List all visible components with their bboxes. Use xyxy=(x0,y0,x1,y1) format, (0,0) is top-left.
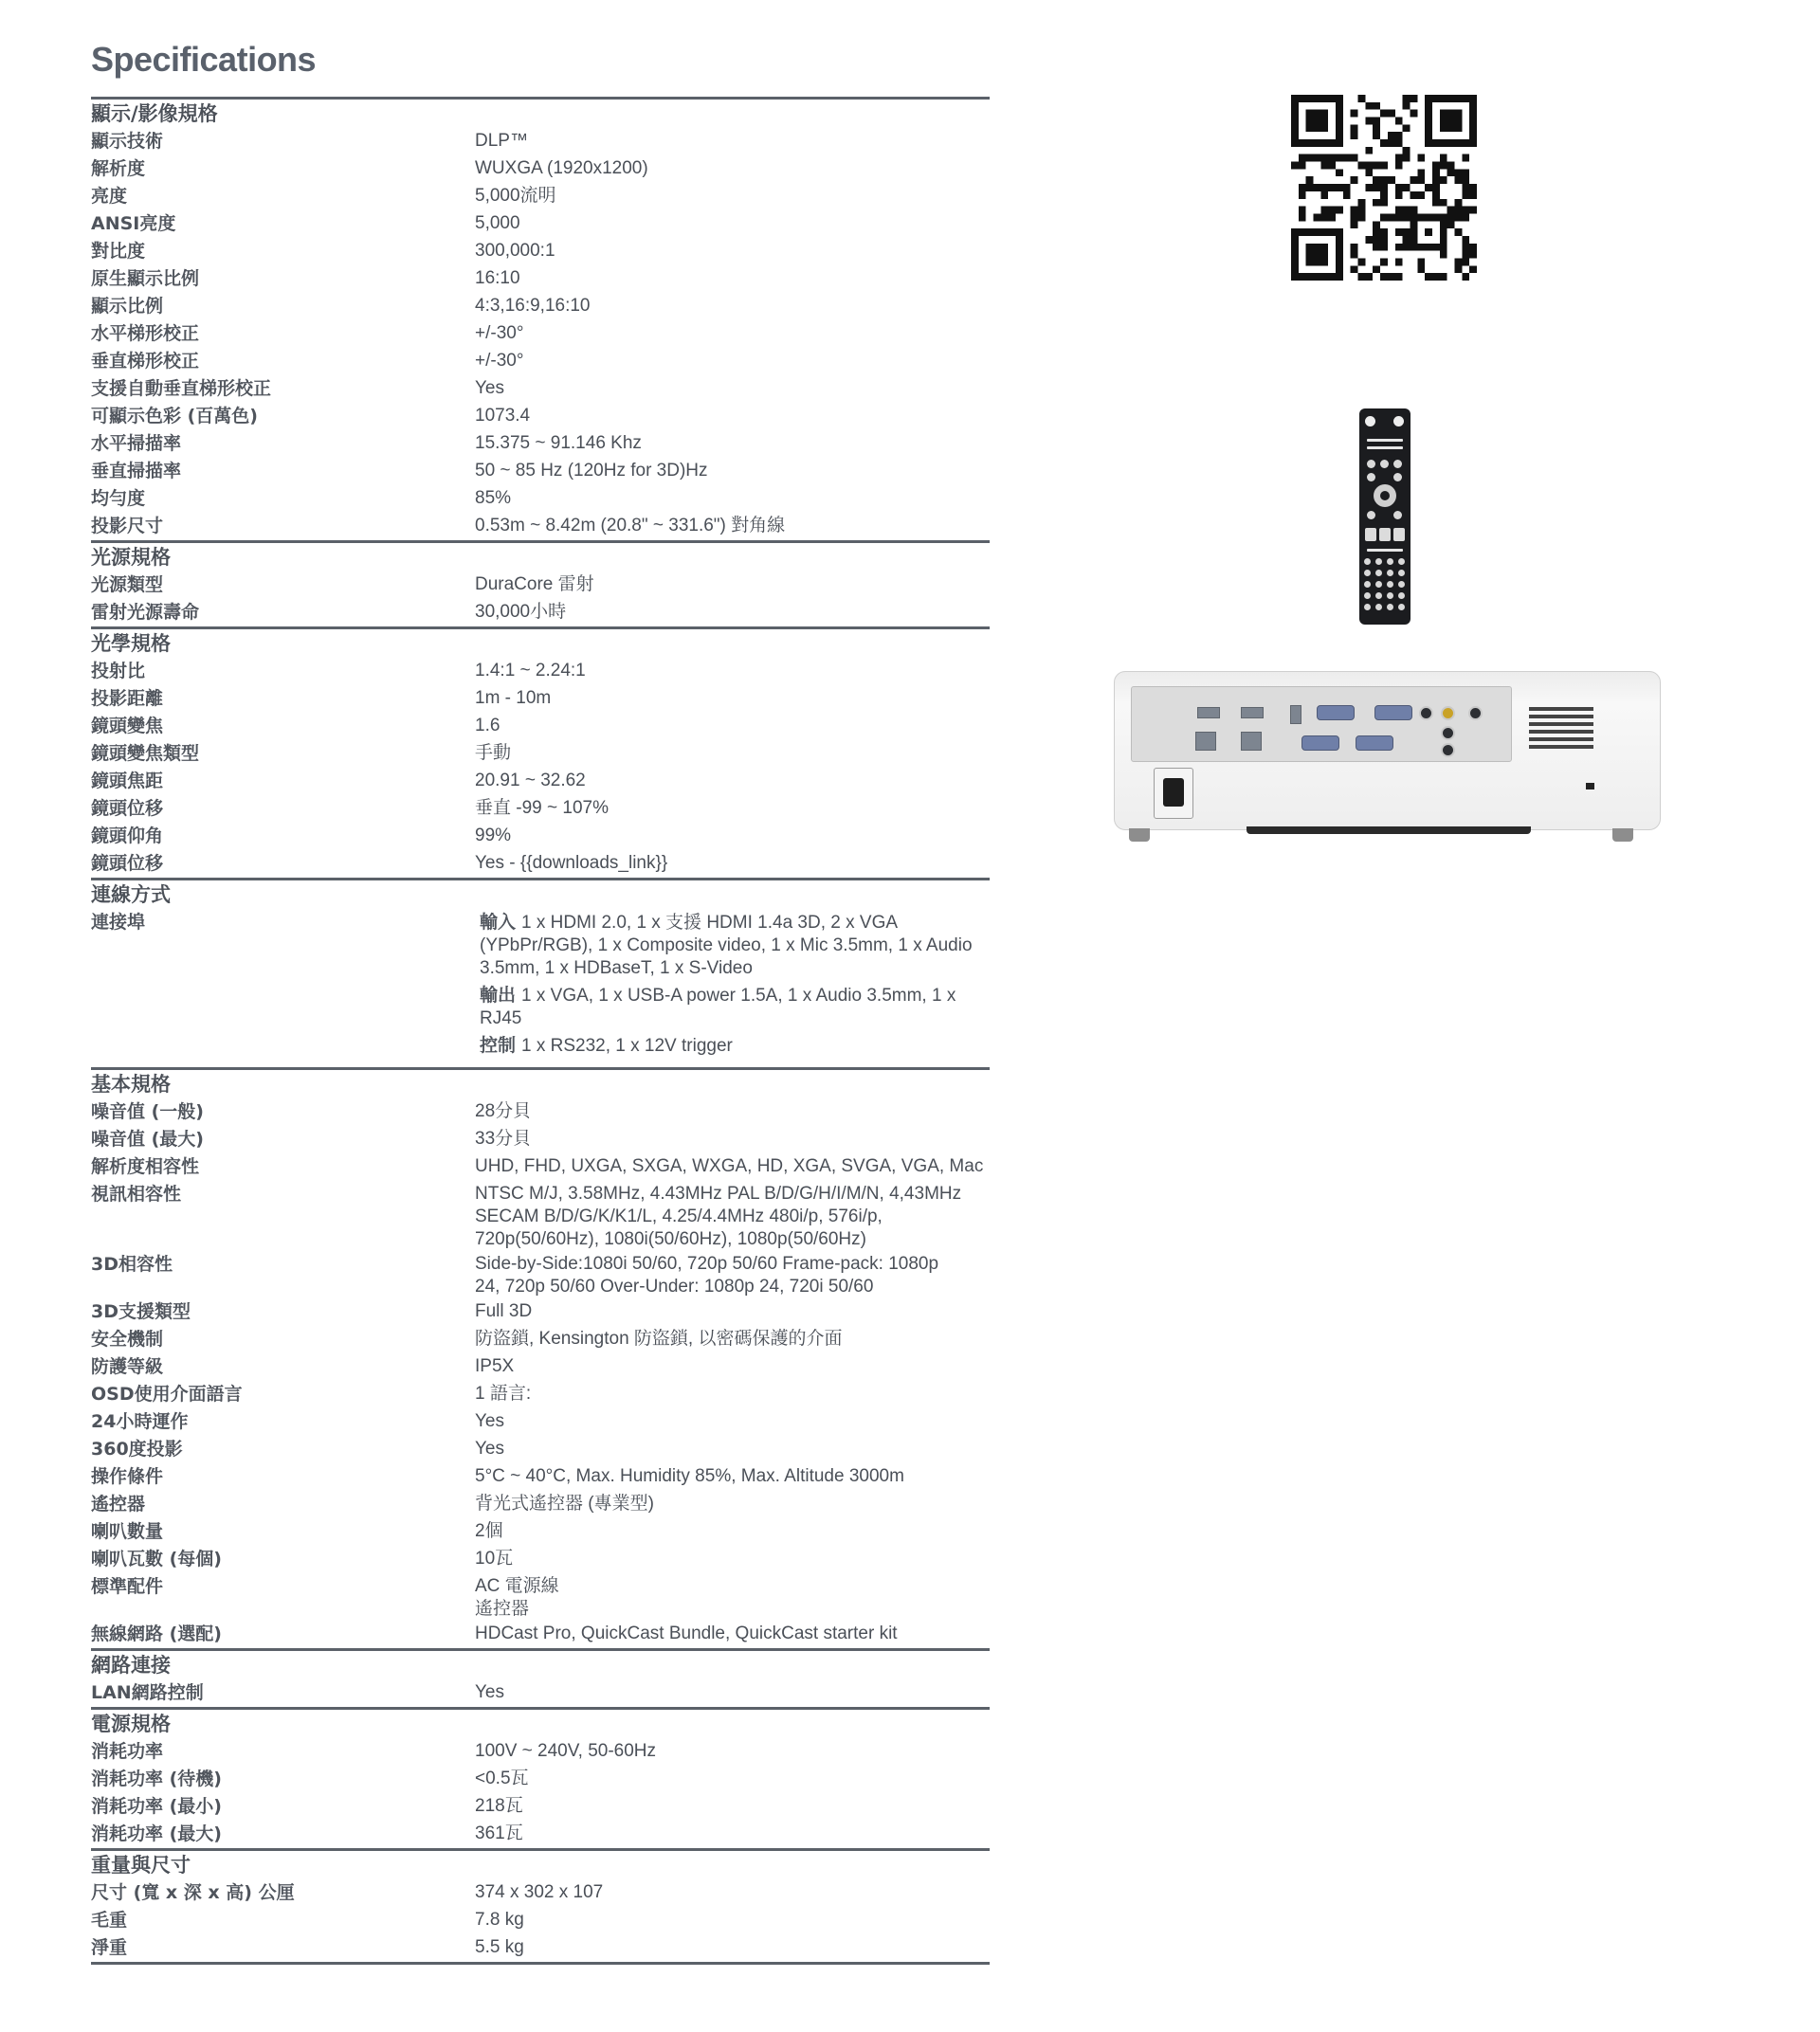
spec-value: 1.6 xyxy=(475,716,500,735)
spec-label: 360度投影 xyxy=(91,1439,183,1460)
spec-label: 視訊相容性 xyxy=(91,1184,182,1205)
spec-label: 噪音值 (一般) xyxy=(91,1101,204,1122)
section-title: 基本規格 xyxy=(91,1073,171,1096)
spec-label: 3D相容性 xyxy=(91,1254,173,1275)
spec-row xyxy=(91,375,990,403)
page-title: Specifications xyxy=(91,40,317,79)
spec-value: +/-30° xyxy=(475,323,524,343)
spec-label: 解析度 xyxy=(91,158,146,179)
spec-value: 20.91 ~ 32.62 xyxy=(475,771,586,790)
spec-value: 7.8 kg xyxy=(475,1910,524,1930)
spec-value: 33分貝 xyxy=(475,1129,532,1149)
spec-label: 支援自動垂直梯形校正 xyxy=(91,378,272,399)
port-group xyxy=(480,1034,973,1058)
spec-value: 30,000小時 xyxy=(475,602,567,622)
spec-label: 可顯示色彩 (百萬色) xyxy=(91,406,258,426)
spec-label: 毛重 xyxy=(91,1910,128,1931)
spec-section xyxy=(91,540,990,626)
spec-value: 背光式遙控器 (專業型) xyxy=(475,1494,654,1514)
connection-ports xyxy=(475,909,990,1067)
spec-row xyxy=(91,485,990,513)
spec-row xyxy=(91,768,990,795)
section-title: 網路連接 xyxy=(91,1654,171,1677)
spec-label: 顯示技術 xyxy=(91,131,164,152)
spec-row xyxy=(91,403,990,430)
spec-label: 光源類型 xyxy=(91,574,164,595)
spec-label: 安全機制 xyxy=(91,1329,164,1350)
spec-value-line: 720p(50/60Hz), 1080i(50/60Hz), 1080p(50/60Hz) xyxy=(475,1229,866,1249)
spec-label: 消耗功率 (待機) xyxy=(91,1769,222,1789)
spec-value: UHD, FHD, UXGA, SXGA, WXGA, HD, XGA, SVGA, VGA, Mac xyxy=(475,1156,984,1176)
spec-value: 5,000 xyxy=(475,213,520,233)
spec-row xyxy=(91,1793,990,1821)
spec-label: 雷射光源壽命 xyxy=(91,602,200,623)
spec-value: 5,000流明 xyxy=(475,186,556,206)
port-group-label: 輸出 xyxy=(480,985,517,1006)
spec-value: 85% xyxy=(475,488,512,508)
spec-value xyxy=(475,1251,990,1298)
spec-value: Full 3D xyxy=(475,1301,533,1321)
spec-row xyxy=(91,1381,990,1408)
spec-row xyxy=(91,1153,990,1181)
spec-value: 2個 xyxy=(475,1521,503,1541)
spec-row xyxy=(91,713,990,740)
spec-label: 水平梯形校正 xyxy=(91,323,200,344)
spec-label: 鏡頭位移 xyxy=(91,853,164,874)
spec-row xyxy=(91,210,990,238)
spec-label: 鏡頭仰角 xyxy=(91,826,164,846)
spec-label: LAN網路控制 xyxy=(91,1682,204,1703)
spec-value: Yes xyxy=(475,1411,504,1431)
spec-row xyxy=(91,1436,990,1463)
spec-label: 亮度 xyxy=(91,186,128,207)
spec-value: 0.53m ~ 8.42m (20.8" ~ 331.6") 對角線 xyxy=(475,516,786,535)
spec-value: 374 x 302 x 107 xyxy=(475,1882,604,1902)
spec-row xyxy=(91,1298,990,1326)
port-group-text: 1 x VGA, 1 x USB-A power 1.5A, 1 x Audio 3.5mm, 1 x RJ45 xyxy=(480,986,956,1028)
spec-label: 投影尺寸 xyxy=(91,516,164,536)
spec-label: 3D支援類型 xyxy=(91,1301,191,1322)
spec-label: 消耗功率 xyxy=(91,1741,164,1762)
spec-value: 361瓦 xyxy=(475,1823,523,1843)
spec-label: ANSI亮度 xyxy=(91,213,176,234)
spec-value: 28分貝 xyxy=(475,1101,532,1121)
section-title: 連線方式 xyxy=(91,883,171,906)
spec-row xyxy=(91,1463,990,1491)
spec-row xyxy=(91,458,990,485)
spec-value: Yes xyxy=(475,1439,504,1459)
port-group-text: 1 x RS232, 1 x 12V trigger xyxy=(521,1036,733,1056)
spec-row xyxy=(91,128,990,155)
spec-label: 淨重 xyxy=(91,1937,128,1958)
spec-value-line: AC 電源線 xyxy=(475,1576,559,1596)
port-group xyxy=(480,984,973,1030)
spec-row xyxy=(91,1679,990,1707)
spec-row xyxy=(91,1879,990,1907)
spec-label: 尺寸 (寬 x 深 x 高) 公厘 xyxy=(91,1882,295,1903)
spec-label: OSD使用介面語言 xyxy=(91,1384,243,1405)
spec-label: 顯示比例 xyxy=(91,296,164,317)
spec-row xyxy=(91,1766,990,1793)
spec-value: 1073.4 xyxy=(475,406,531,426)
spec-label: 鏡頭變焦 xyxy=(91,716,164,736)
spec-label: 水平掃描率 xyxy=(91,433,182,454)
port-group xyxy=(480,911,973,980)
spec-row xyxy=(91,850,990,878)
spec-label: 鏡頭變焦類型 xyxy=(91,743,200,764)
spec-label: 對比度 xyxy=(91,241,146,262)
spec-row xyxy=(91,1546,990,1573)
spec-value-line: NTSC M/J, 3.58MHz, 4.43MHz PAL B/D/G/H/I/M/N, 4,43MHz xyxy=(475,1184,962,1204)
spec-value: 1 語言: xyxy=(475,1384,532,1404)
spec-value: 5°C ~ 40°C, Max. Humidity 85%, Max. Altitude 3000m xyxy=(475,1466,904,1486)
section-title: 重量與尺寸 xyxy=(91,1854,191,1877)
spec-label: 喇叭瓦數 (每個) xyxy=(91,1549,222,1569)
spec-value: 10瓦 xyxy=(475,1549,514,1569)
spec-row xyxy=(91,795,990,823)
spec-row xyxy=(91,1573,990,1621)
spec-value: WUXGA (1920x1200) xyxy=(475,158,648,178)
spec-section xyxy=(91,878,990,1067)
spec-row xyxy=(91,1907,990,1934)
spec-row xyxy=(91,658,990,685)
spec-row xyxy=(91,1408,990,1436)
spec-value: 16:10 xyxy=(475,268,520,288)
spec-section xyxy=(91,97,990,540)
spec-label: 操作條件 xyxy=(91,1466,164,1487)
spec-row xyxy=(91,1353,990,1381)
spec-value-line: Side-by-Side:1080i 50/60, 720p 50/60 Frame-pack: 1080p xyxy=(475,1254,939,1274)
spec-label: 噪音值 (最大) xyxy=(91,1129,204,1150)
spec-label: 鏡頭焦距 xyxy=(91,771,164,791)
spec-value: 15.375 ~ 91.146 Khz xyxy=(475,433,642,453)
spec-value: 防盜鎖, Kensington 防盜鎖, 以密碼保護的介面 xyxy=(475,1329,843,1349)
spec-value: HDCast Pro, QuickCast Bundle, QuickCast starter kit xyxy=(475,1624,898,1643)
section-title: 光源規格 xyxy=(91,546,171,569)
spec-label: 投影距離 xyxy=(91,688,164,709)
spec-label: 喇叭數量 xyxy=(91,1521,164,1542)
spec-value: Yes xyxy=(475,378,504,398)
spec-label: 垂直掃描率 xyxy=(91,461,182,481)
spec-label: 鏡頭位移 xyxy=(91,798,164,819)
spec-value: <0.5瓦 xyxy=(475,1769,529,1788)
spec-row xyxy=(91,265,990,293)
spec-row xyxy=(91,513,990,540)
spec-row xyxy=(91,572,990,599)
spec-row xyxy=(91,430,990,458)
spec-value: 99% xyxy=(475,826,512,845)
spec-row xyxy=(91,1491,990,1518)
spec-value: 垂直 -99 ~ 107% xyxy=(475,798,609,818)
spec-label: 無線網路 (選配) xyxy=(91,1624,222,1644)
spec-label: 消耗功率 (最小) xyxy=(91,1796,222,1817)
qr-code-icon xyxy=(1291,95,1477,281)
spec-row xyxy=(91,1251,990,1298)
spec-row xyxy=(91,1934,990,1962)
spec-value: IP5X xyxy=(475,1356,515,1376)
spec-value: 5.5 kg xyxy=(475,1937,524,1957)
section-title: 電源規格 xyxy=(91,1713,171,1735)
port-group-label: 輸入 xyxy=(480,912,517,933)
spec-label: 均勻度 xyxy=(91,488,146,509)
spec-value-line: 24, 720p 50/60 Over-Under: 1080p 24, 720i 50/60 xyxy=(475,1277,874,1297)
spec-section xyxy=(91,1848,990,1965)
spec-value: 100V ~ 240V, 50-60Hz xyxy=(475,1741,657,1761)
spec-row xyxy=(91,1126,990,1153)
spec-value: 218瓦 xyxy=(475,1796,523,1816)
section-title: 顯示/影像規格 xyxy=(91,102,218,125)
spec-row xyxy=(91,1821,990,1848)
spec-value: 手動 xyxy=(475,743,512,763)
projector-icon xyxy=(1114,671,1659,844)
spec-value: 50 ~ 85 Hz (120Hz for 3D)Hz xyxy=(475,461,708,481)
spec-value: Yes xyxy=(475,1682,504,1702)
spec-section xyxy=(91,1067,990,1648)
spec-row xyxy=(91,1326,990,1353)
spec-label: 投射比 xyxy=(91,661,146,681)
spec-row xyxy=(91,823,990,850)
spec-value xyxy=(475,1573,990,1621)
spec-value: 1.4:1 ~ 2.24:1 xyxy=(475,661,586,680)
spec-value-line: 遙控器 xyxy=(475,1599,530,1619)
spec-label: 遙控器 xyxy=(91,1494,146,1515)
spec-label: 24小時運作 xyxy=(91,1411,189,1432)
spec-value: DuraCore 雷射 xyxy=(475,574,594,594)
spec-value xyxy=(475,1181,990,1251)
spec-label: 標準配件 xyxy=(91,1576,164,1597)
spec-value: +/-30° xyxy=(475,351,524,371)
spec-row xyxy=(91,685,990,713)
spec-row xyxy=(91,238,990,265)
spec-label: 解析度相容性 xyxy=(91,1156,200,1177)
spec-section xyxy=(91,626,990,878)
spec-row xyxy=(91,1518,990,1546)
spec-row xyxy=(91,1098,990,1126)
spec-row xyxy=(91,1738,990,1766)
spec-value: 4:3,16:9,16:10 xyxy=(475,296,591,316)
spec-value-line: SECAM B/D/G/K/K1/L, 4.25/4.4MHz 480i/p, 576i/p, xyxy=(475,1206,883,1226)
spec-section xyxy=(91,1707,990,1848)
spec-value: Yes - {{downloads_link}} xyxy=(475,853,668,873)
remote-control-icon xyxy=(1359,408,1410,625)
spec-label: 消耗功率 (最大) xyxy=(91,1823,222,1844)
spec-row xyxy=(91,293,990,320)
section-title: 光學規格 xyxy=(91,632,171,655)
spec-value: 300,000:1 xyxy=(475,241,555,261)
spec-label: 連接埠 xyxy=(91,912,146,933)
spec-row xyxy=(91,348,990,375)
spec-table xyxy=(91,97,990,1965)
spec-label: 防護等級 xyxy=(91,1356,164,1377)
spec-label: 原生顯示比例 xyxy=(91,268,200,289)
spec-label: 垂直梯形校正 xyxy=(91,351,200,372)
spec-value: 1m - 10m xyxy=(475,688,552,708)
port-group-label: 控制 xyxy=(480,1035,517,1056)
spec-row xyxy=(91,1621,990,1648)
spec-row xyxy=(91,183,990,210)
spec-section xyxy=(91,1648,990,1707)
spec-row xyxy=(91,1181,990,1251)
spec-row xyxy=(91,320,990,348)
spec-row xyxy=(91,599,990,626)
port-group-text: 1 x HDMI 2.0, 1 x 支援 HDMI 1.4a 3D, 2 x VGA (YPbPr/RGB), 1 x Composite video, 1 x Mic 3.5mm, 1 x Audio 3.5mm, 1 x HDBaseT, 1 x S-Video xyxy=(480,913,973,978)
spec-row xyxy=(91,909,990,1067)
spec-value: DLP™ xyxy=(475,131,528,151)
spec-row xyxy=(91,155,990,183)
spec-row xyxy=(91,740,990,768)
